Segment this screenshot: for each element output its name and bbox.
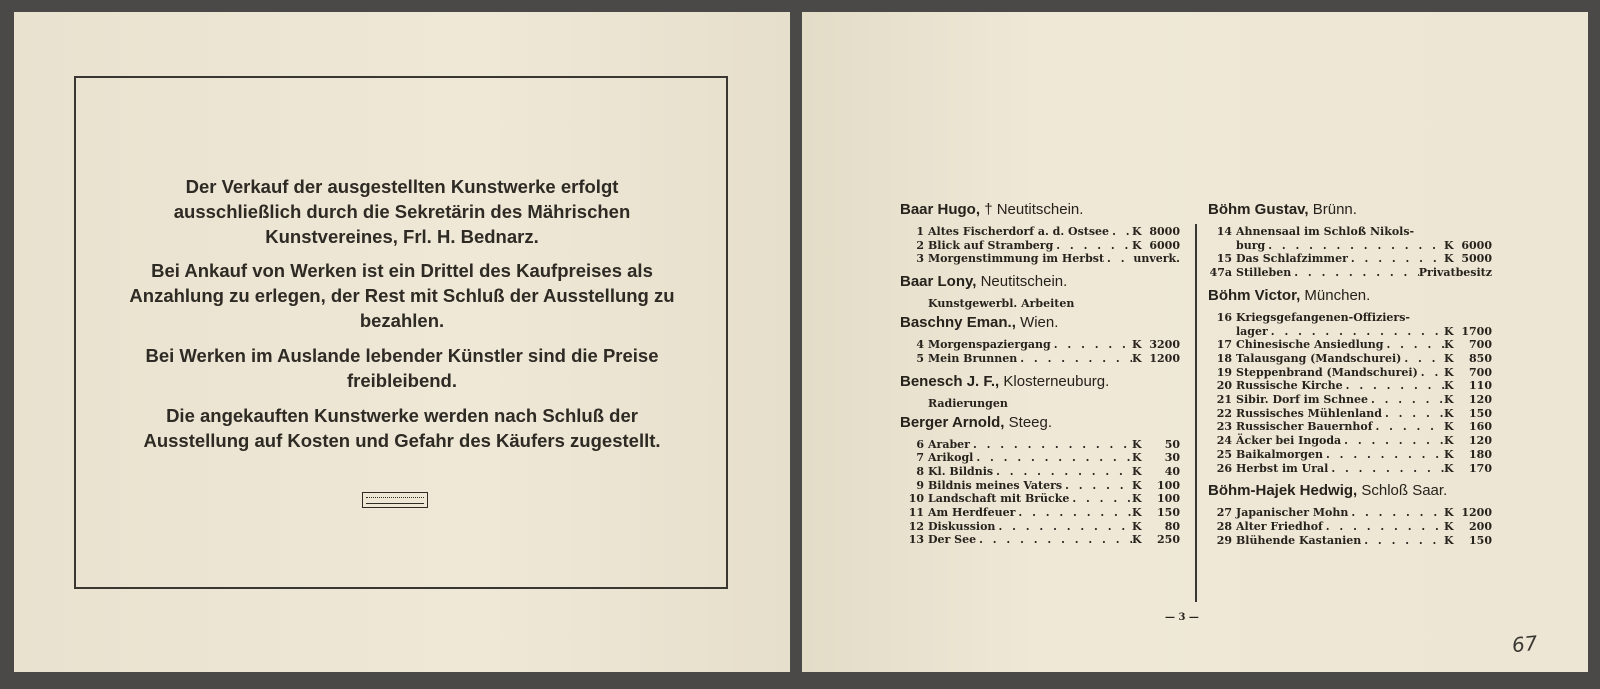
work-number: 9 bbox=[916, 478, 924, 492]
price-prefix: K bbox=[1444, 506, 1454, 520]
leader-dots bbox=[970, 438, 1132, 452]
artist-name: Böhm Victor, bbox=[1208, 286, 1301, 304]
works-list bbox=[900, 438, 1180, 548]
work-title: Steppenbrand (Mandschurei) bbox=[1236, 365, 1418, 379]
price-value: 6000 bbox=[1461, 238, 1492, 252]
leader-dots bbox=[1069, 492, 1132, 506]
leader-dots bbox=[1348, 252, 1444, 266]
work-title: Der See bbox=[928, 533, 977, 547]
work-row bbox=[1208, 366, 1492, 380]
price-prefix: K bbox=[1444, 447, 1454, 461]
artist-place: Schloß Saar. bbox=[1361, 482, 1448, 500]
price-value: 150 bbox=[1469, 406, 1492, 420]
price-prefix: K bbox=[1444, 338, 1454, 352]
work-number: 10 bbox=[908, 492, 924, 506]
notice-paragraph-payment: Bei Ankauf von Werken ist ein Drittel des Kaufpreises als Anzahlung zu erlegen, der Rest mit Schluß der Ausstellung zu bezahlen. bbox=[129, 260, 675, 331]
work-number: 21 bbox=[1216, 393, 1232, 407]
handwritten-note: 67 bbox=[1510, 630, 1539, 658]
work-number: 26 bbox=[1216, 461, 1232, 475]
price-value: 30 bbox=[1164, 451, 1180, 465]
work-number: 6 bbox=[916, 437, 924, 451]
work-title: Morgenstimmung im Herbst bbox=[928, 252, 1105, 266]
artist-heading bbox=[900, 200, 1180, 220]
work-row bbox=[900, 239, 1180, 253]
work-number: 19 bbox=[1216, 365, 1232, 379]
price-value: 150 bbox=[1157, 506, 1180, 520]
work-title-continued: lager bbox=[1236, 324, 1268, 338]
price-prefix: K bbox=[1444, 238, 1454, 252]
notice-paragraph-prices: Bei Werken im Auslande lebender Künstler sind die Preise freibleibend. bbox=[145, 345, 659, 391]
work-row bbox=[900, 225, 1180, 239]
artist-name: Benesch J. F., bbox=[900, 372, 1000, 390]
work-title: Sibir. Dorf im Schnee bbox=[1236, 393, 1368, 407]
leader-dots bbox=[1268, 325, 1444, 339]
works-list bbox=[900, 225, 1180, 266]
price-status: unverk. bbox=[1133, 252, 1180, 266]
leader-dots bbox=[993, 465, 1132, 479]
leader-dots bbox=[1373, 420, 1445, 434]
notice-paragraph-sale: Der Verkauf der ausgestellten Kunstwerke erfolgt ausschließlich durch die Sekretärin des Mährischen Kunstvereines, Frl. H. Bednarz. bbox=[173, 176, 631, 247]
work-title: Araber bbox=[928, 437, 970, 451]
work-row-continued bbox=[1208, 239, 1492, 253]
work-row bbox=[1208, 311, 1492, 325]
price-prefix: K bbox=[1444, 379, 1454, 393]
work-number: 16 bbox=[1216, 310, 1232, 324]
work-row bbox=[900, 520, 1180, 534]
leader-dots bbox=[1323, 520, 1444, 534]
price-prefix: K bbox=[1444, 393, 1454, 407]
price-prefix: K bbox=[1132, 351, 1142, 365]
price-value: 100 bbox=[1157, 478, 1180, 492]
leader-dots bbox=[1348, 506, 1444, 520]
artist-name: Böhm Gustav, bbox=[1208, 201, 1309, 218]
price-value: 700 bbox=[1469, 365, 1492, 379]
price-prefix: K bbox=[1132, 492, 1142, 506]
work-title: Blick auf Stramberg bbox=[928, 238, 1054, 252]
decorative-ornament-icon bbox=[362, 492, 428, 508]
work-title: Herbst im Ural bbox=[1236, 461, 1329, 475]
catalogue-column-left bbox=[900, 200, 1180, 553]
price-prefix: K bbox=[1444, 519, 1454, 533]
artist-place: Neutitschein. bbox=[980, 273, 1068, 291]
work-title: Bildnis meines Vaters bbox=[928, 478, 1063, 492]
work-number: 2 bbox=[916, 238, 924, 252]
work-title-continued: burg bbox=[1236, 238, 1266, 252]
work-row bbox=[1208, 434, 1492, 448]
work-row bbox=[900, 338, 1180, 352]
work-title: Arikogl bbox=[928, 451, 974, 465]
price-value: 5000 bbox=[1461, 252, 1492, 266]
work-number: 15 bbox=[1216, 252, 1232, 266]
work-row bbox=[1208, 225, 1492, 239]
work-number: 3 bbox=[916, 252, 924, 266]
work-row bbox=[1208, 462, 1492, 476]
price-prefix: K bbox=[1444, 324, 1454, 338]
work-row bbox=[900, 352, 1180, 366]
work-row bbox=[1208, 379, 1492, 393]
artist-heading bbox=[900, 272, 1180, 292]
catalogue-column-right bbox=[1208, 200, 1492, 553]
artist-heading bbox=[1208, 200, 1492, 220]
work-title: Baikalmorgen bbox=[1236, 447, 1323, 461]
work-title: Mein Brunnen bbox=[928, 351, 1018, 365]
price-value: 1200 bbox=[1461, 506, 1492, 520]
artist-note: Kunstgewerbl. Arbeiten bbox=[928, 297, 1075, 311]
leader-dots bbox=[1109, 225, 1132, 239]
price-value: 120 bbox=[1469, 393, 1492, 407]
price-value: 700 bbox=[1469, 338, 1492, 352]
work-title: Japanischer Mohn bbox=[1236, 506, 1349, 520]
leader-dots bbox=[1017, 352, 1132, 366]
work-title: Stilleben bbox=[1236, 266, 1292, 280]
work-number: 4 bbox=[916, 338, 924, 352]
price-prefix: K bbox=[1444, 365, 1454, 379]
price-prefix: K bbox=[1132, 238, 1142, 252]
work-number: 23 bbox=[1216, 420, 1232, 434]
price-prefix: K bbox=[1132, 506, 1142, 520]
price-value: 200 bbox=[1469, 519, 1492, 533]
work-row bbox=[900, 492, 1180, 506]
work-number: 12 bbox=[908, 519, 924, 533]
artist-name: Baschny Eman., bbox=[900, 314, 1016, 332]
price-value: 180 bbox=[1469, 447, 1492, 461]
work-number: 8 bbox=[916, 464, 924, 478]
price-value: 110 bbox=[1469, 379, 1492, 393]
notice-paragraph-delivery: Die angekauften Kunstwerke werden nach Schluß der Ausstellung auf Kosten und Gefahr des Käufers zugestellt. bbox=[143, 405, 661, 451]
work-row-continued bbox=[1208, 325, 1492, 339]
price-value: 160 bbox=[1469, 420, 1492, 434]
work-number: 27 bbox=[1216, 506, 1232, 520]
artist-place: München. bbox=[1304, 286, 1371, 304]
work-row bbox=[900, 533, 1180, 547]
work-row bbox=[900, 506, 1180, 520]
leader-dots bbox=[1343, 379, 1444, 393]
leader-dots bbox=[1401, 352, 1444, 366]
page-number: — 3 — bbox=[1165, 612, 1199, 623]
work-number: 11 bbox=[908, 506, 924, 520]
price-prefix: K bbox=[1132, 451, 1142, 465]
leader-dots bbox=[1382, 407, 1444, 421]
leader-dots bbox=[976, 533, 1132, 547]
price-prefix: K bbox=[1132, 464, 1142, 478]
artist-place: Brünn. bbox=[1312, 201, 1357, 218]
price-prefix: K bbox=[1132, 519, 1142, 533]
price-prefix: K bbox=[1444, 461, 1454, 475]
price-value: 100 bbox=[1157, 492, 1180, 506]
price-value: 40 bbox=[1164, 464, 1180, 478]
leader-dots bbox=[1328, 462, 1444, 476]
work-number: 17 bbox=[1216, 338, 1232, 352]
price-value: 1700 bbox=[1461, 324, 1492, 338]
work-row bbox=[900, 451, 1180, 465]
leader-dots bbox=[1104, 252, 1133, 266]
leader-dots bbox=[995, 520, 1132, 534]
artist-place: Wien. bbox=[1020, 314, 1059, 332]
price-value: 80 bbox=[1164, 519, 1180, 533]
work-row bbox=[1208, 252, 1492, 266]
price-status: Privatbesitz bbox=[1418, 266, 1492, 280]
work-row bbox=[1208, 393, 1492, 407]
column-divider bbox=[1195, 224, 1197, 602]
work-title: Talausgang (Mandschurei) bbox=[1236, 351, 1402, 365]
artist-name: Baar Lony, bbox=[900, 273, 977, 291]
leader-dots bbox=[1368, 393, 1444, 407]
leader-dots bbox=[1341, 434, 1444, 448]
work-number: 14 bbox=[1216, 225, 1232, 238]
price-prefix: K bbox=[1132, 437, 1142, 451]
price-prefix: K bbox=[1132, 225, 1142, 238]
work-title: Das Schlafzimmer bbox=[1236, 252, 1348, 266]
work-title: Morgenspaziergang bbox=[928, 338, 1051, 352]
work-row bbox=[1208, 520, 1492, 534]
work-number: 20 bbox=[1216, 379, 1232, 393]
work-number: 47a bbox=[1209, 266, 1232, 280]
work-number: 28 bbox=[1216, 519, 1232, 533]
work-title: Alter Friedhof bbox=[1236, 519, 1323, 533]
work-title: Blühende Kastanien bbox=[1236, 533, 1362, 547]
artist-heading bbox=[1208, 481, 1492, 501]
artist-heading bbox=[1208, 286, 1492, 306]
price-value: 120 bbox=[1469, 434, 1492, 448]
artist-name: Baar Hugo, bbox=[900, 201, 981, 218]
work-title: Äcker bei Ingoda bbox=[1236, 434, 1342, 448]
work-row bbox=[1208, 266, 1492, 280]
price-prefix: K bbox=[1444, 252, 1454, 266]
price-prefix: K bbox=[1132, 338, 1142, 352]
work-title: Russischer Bauernhof bbox=[1236, 420, 1373, 434]
price-prefix: K bbox=[1444, 406, 1454, 420]
price-value: 250 bbox=[1157, 533, 1180, 547]
work-row bbox=[900, 252, 1180, 266]
artist-name: Böhm-Hajek Hedwig, bbox=[1208, 482, 1358, 500]
price-prefix: K bbox=[1444, 434, 1454, 448]
work-number: 18 bbox=[1216, 351, 1232, 365]
work-row bbox=[1208, 420, 1492, 434]
price-value: 1200 bbox=[1149, 351, 1180, 365]
leader-dots bbox=[1383, 338, 1444, 352]
leader-dots bbox=[1062, 479, 1132, 493]
price-prefix: K bbox=[1444, 420, 1454, 434]
work-title: Kl. Bildnis bbox=[928, 464, 994, 478]
work-title: Am Herdfeuer bbox=[928, 506, 1016, 520]
works-list bbox=[1208, 311, 1492, 475]
leader-dots bbox=[1361, 534, 1444, 548]
price-value: 850 bbox=[1469, 351, 1492, 365]
work-row bbox=[900, 465, 1180, 479]
price-value: 150 bbox=[1469, 533, 1492, 547]
artist-place: Steeg. bbox=[1008, 413, 1053, 431]
left-page bbox=[14, 12, 790, 672]
work-number: 13 bbox=[908, 533, 924, 547]
work-row bbox=[1208, 407, 1492, 421]
artist-heading bbox=[900, 413, 1180, 433]
artist-place: Klosterneuburg. bbox=[1003, 372, 1110, 390]
works-list bbox=[1208, 225, 1492, 280]
work-number: 25 bbox=[1216, 447, 1232, 461]
artist-note: Radierungen bbox=[928, 396, 1008, 410]
work-title: Diskussion bbox=[928, 519, 996, 533]
price-value: 6000 bbox=[1149, 238, 1180, 252]
work-title: Kriegsgefangenen-Offiziers- bbox=[1236, 310, 1410, 324]
price-value: 50 bbox=[1164, 437, 1180, 451]
work-row bbox=[1208, 506, 1492, 520]
work-number: 7 bbox=[916, 451, 924, 465]
price-prefix: K bbox=[1132, 478, 1142, 492]
leader-dots bbox=[1418, 366, 1444, 380]
leader-dots bbox=[1265, 239, 1444, 253]
work-title: Russische Kirche bbox=[1236, 379, 1343, 393]
work-title: Russisches Mühlenland bbox=[1236, 406, 1382, 420]
work-title: Ahnensaal im Schloß Nikols- bbox=[1236, 225, 1415, 238]
leader-dots bbox=[1323, 448, 1444, 462]
price-value: 8000 bbox=[1149, 225, 1180, 238]
price-value: 3200 bbox=[1149, 338, 1180, 352]
leader-dots bbox=[973, 451, 1132, 465]
leader-dots bbox=[1015, 506, 1132, 520]
leader-dots bbox=[1053, 239, 1132, 253]
price-prefix: K bbox=[1444, 351, 1454, 365]
work-row bbox=[1208, 352, 1492, 366]
artist-place: † Neutitschein. bbox=[984, 201, 1084, 218]
work-row bbox=[900, 479, 1180, 493]
works-list bbox=[1208, 506, 1492, 547]
price-prefix: K bbox=[1444, 533, 1454, 547]
work-title: Altes Fischerdorf a. d. Ostsee bbox=[928, 225, 1110, 238]
work-row bbox=[1208, 448, 1492, 462]
artist-heading bbox=[900, 313, 1180, 333]
work-row bbox=[1208, 338, 1492, 352]
artist-name: Berger Arnold, bbox=[900, 413, 1005, 431]
work-number: 22 bbox=[1216, 406, 1232, 420]
notice-frame bbox=[74, 76, 728, 589]
work-number: 5 bbox=[916, 351, 924, 365]
work-row bbox=[1208, 534, 1492, 548]
price-value: 170 bbox=[1469, 461, 1492, 475]
work-title: Landschaft mit Brücke bbox=[928, 492, 1070, 506]
work-number: 24 bbox=[1216, 434, 1232, 448]
work-number: 29 bbox=[1216, 533, 1232, 547]
work-row bbox=[900, 438, 1180, 452]
artist-heading bbox=[900, 372, 1180, 392]
work-number: 1 bbox=[916, 225, 924, 238]
works-list bbox=[900, 338, 1180, 365]
leader-dots bbox=[1051, 338, 1132, 352]
leader-dots bbox=[1291, 266, 1419, 280]
price-prefix: K bbox=[1132, 533, 1142, 547]
work-title: Chinesische Ansiedlung bbox=[1236, 338, 1384, 352]
